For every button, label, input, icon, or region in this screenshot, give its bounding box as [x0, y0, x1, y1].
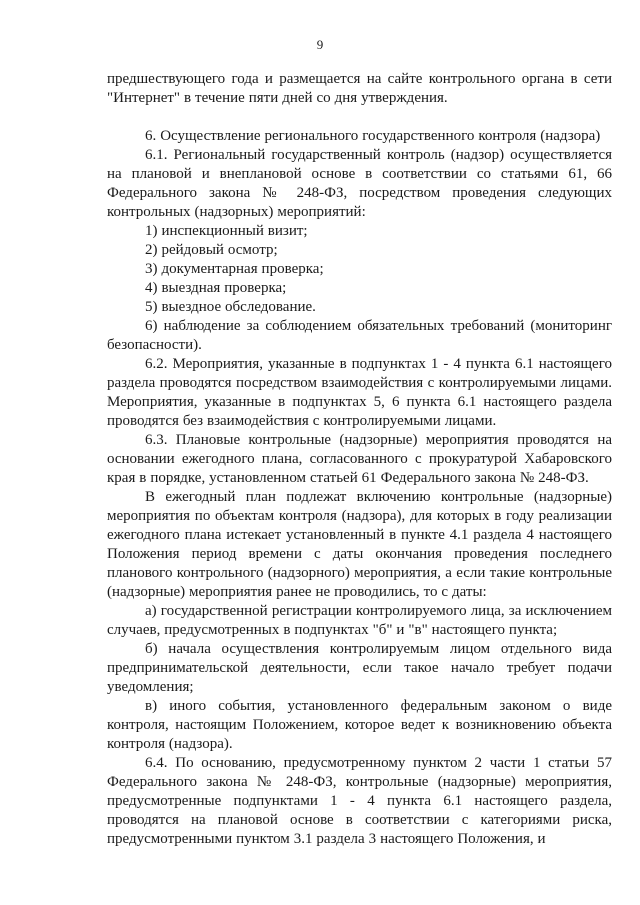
document-body — [107, 70, 612, 849]
section-heading: 6. Осуществление регионального государственного контроля (надзора) — [145, 128, 601, 144]
subitem-v: в) иного события, установленного федеральным законом о виде контроля, настоящим Положением, которое ведет к возникновению объекта контроля (надзора). — [107, 698, 612, 752]
paragraph-6-4: 6.4. По основанию, предусмотренному пунктом 2 части 1 статьи 57 Федерального закона № 248-ФЗ, контрольные (надзорные) мероприятия, предусмотренные подпунктами 1 - 4 пункта 6.1 настоящего раздела, проводятся на плановой основе в соответствии с категориями риска, предусмотренными пунктом 3.1 раздела 3 настоящего Положения, и — [107, 755, 612, 847]
paragraph-annual-plan: В ежегодный план подлежат включению контрольные (надзорные) мероприятия по объектам контроля (надзора), для которых в году реализации ежегодного плана истекает установленный в пункте 4.1 раздела 4 настоящего Положения период времени с даты окончания проведения последнего планового контрольного (надзорного) мероприятия, а если такие контрольные (надзорные) мероприятия ранее не проводились, то с даты: — [107, 489, 612, 600]
list-item-1: 1) инспекционный визит; — [145, 223, 308, 239]
paragraph-6-1: 6.1. Региональный государственный контроль (надзор) осуществляется на плановой и внеплановой основе в соответствии со статьями 61, 66 Федерального закона № 248-ФЗ, посредством проведения следующих контрольных (надзорных) мероприятий: — [107, 147, 612, 220]
list-item-3: 3) документарная проверка; — [145, 261, 324, 277]
paragraph-6-3: 6.3. Плановые контрольные (надзорные) мероприятия проводятся на основании ежегодного плана, согласованного с прокуратурой Хабаровского края в порядке, установленном статьей 61 Федерального закона № 248-ФЗ. — [107, 432, 612, 486]
page-number: 9 — [316, 37, 324, 52]
paragraph-6-2: 6.2. Мероприятия, указанные в подпунктах 1 - 4 пункта 6.1 настоящего раздела проводятся посредством взаимодействия с контролируемыми лицами. Мероприятия, указанные в подпунктах 5, 6 пункта 6.1 настоящего раздела проводятся без взаимодействия с контролируемыми лицами. — [107, 356, 612, 429]
list-item-6: 6) наблюдение за соблюдением обязательных требований (мониторинг безопасности). — [107, 318, 612, 353]
paragraph-continuation: предшествующего года и размещается на сайте контрольного органа в сети "Интернет" в течение пяти дней со дня утверждения. — [107, 71, 612, 106]
list-item-5: 5) выездное обследование. — [145, 299, 316, 315]
list-item-2: 2) рейдовый осмотр; — [145, 242, 278, 258]
subitem-b: б) начала осуществления контролируемым лицом отдельного вида предпринимательской деятельности, если такое начало требует подачи уведомления; — [107, 641, 612, 695]
subitem-a: а) государственной регистрации контролируемого лица, за исключением случаев, предусмотренных в подпунктах "б" и "в" настоящего пункта; — [107, 603, 612, 638]
list-item-4: 4) выездная проверка; — [145, 280, 287, 296]
